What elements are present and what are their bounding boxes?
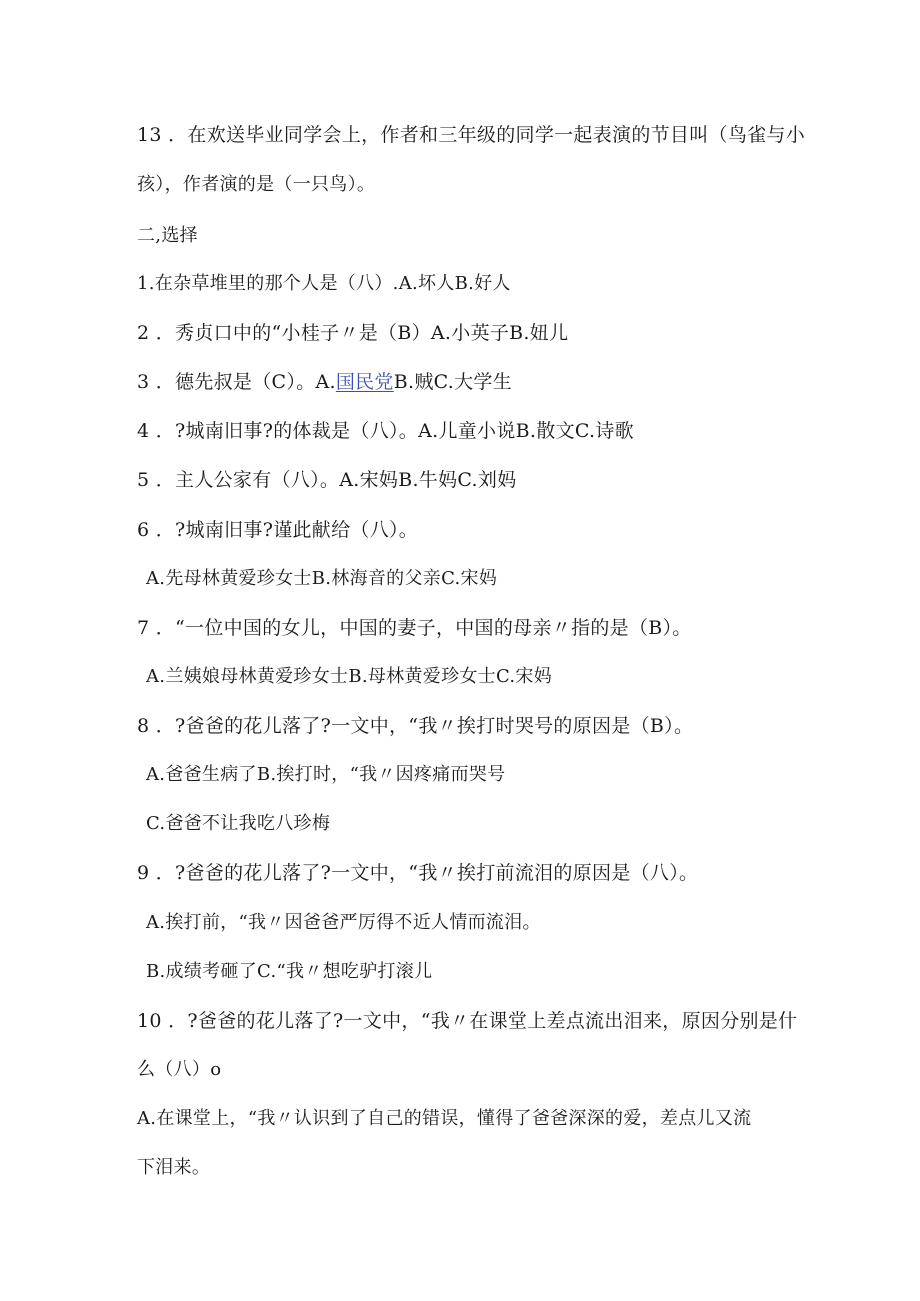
- q5-text: 5 ．主人公家有（八）。A.宋妈B.牛妈C.刘妈: [137, 469, 517, 491]
- q8-options-ab: A.爸爸生病了B.挨打时，“我〃因疼痛而哭号: [146, 764, 506, 785]
- q8-stem: 8 ．?爸爸的花儿落了?一文中，“我〃挨打时哭号的原因是（B）。: [137, 715, 694, 737]
- q3-before-link: 3 ．德先叔是（C）。A.: [137, 371, 336, 393]
- q8-option-c: C.爸爸不让我吃八珍梅: [146, 813, 331, 834]
- q10-option-a-line1: A.在课堂上，“我〃认识到了自己的错误，懂得了爸爸深深的爱，差点儿又流: [137, 1108, 752, 1129]
- q2-text: 2 ．秀贞口中的“小桂子〃是（B）A.小英子B.妞儿: [137, 322, 569, 344]
- q7-stem: 7 ．“一位中国的女儿，中国的妻子，中国的母亲〃指的是（B）。: [137, 617, 692, 639]
- q9-options-bc: B.成绩考砸了C.“我〃想吃驴打滚儿: [146, 961, 433, 982]
- q9-stem: 9 ．?爸爸的花儿落了?一文中，“我〃挨打前流泪的原因是（八）。: [137, 862, 699, 884]
- q10-stem-line1: 10 ．?爸爸的花儿落了?一文中，“我〃在课堂上差点流出泪来，原因分别是什: [137, 1010, 798, 1032]
- q6-stem: 6 ．?城南旧事?谨此献给（八）。: [137, 519, 419, 541]
- q3-text: [137, 369, 512, 395]
- q10-option-a-line2: 下泪来。: [137, 1157, 211, 1178]
- q6-options: A.先母林黄爱珍女士B.林海音的父亲C.宋妈: [146, 568, 498, 589]
- q1-text: 1.在杂草堆里的那个人是（八）.A.坏人B.好人: [137, 273, 511, 294]
- q3-after-link: B.贼C.大学生: [393, 371, 513, 393]
- q13-stem-line1: 13 ．在欢送毕业同学会上，作者和三年级的同学一起表演的节目叫（鸟雀与小: [137, 124, 806, 146]
- q10-stem-line2: 么（八）o: [137, 1059, 222, 1080]
- q4-text: 4 ．?城南旧事?的体裁是（八）。A.儿童小说B.散文C.诗歌: [137, 420, 634, 442]
- guomindang-link[interactable]: 国民党: [335, 371, 394, 393]
- q9-option-a: A.挨打前，“我〃因爸爸严厉得不近人情而流泪。: [146, 912, 541, 933]
- q7-options: A.兰姨娘母林黄爱珍女士B.母林黄爱珍女士C.宋妈: [146, 666, 553, 687]
- q13-stem-line2: 孩），作者演的是（一只鸟）。: [137, 174, 376, 195]
- section-title: 二,选择: [137, 225, 198, 246]
